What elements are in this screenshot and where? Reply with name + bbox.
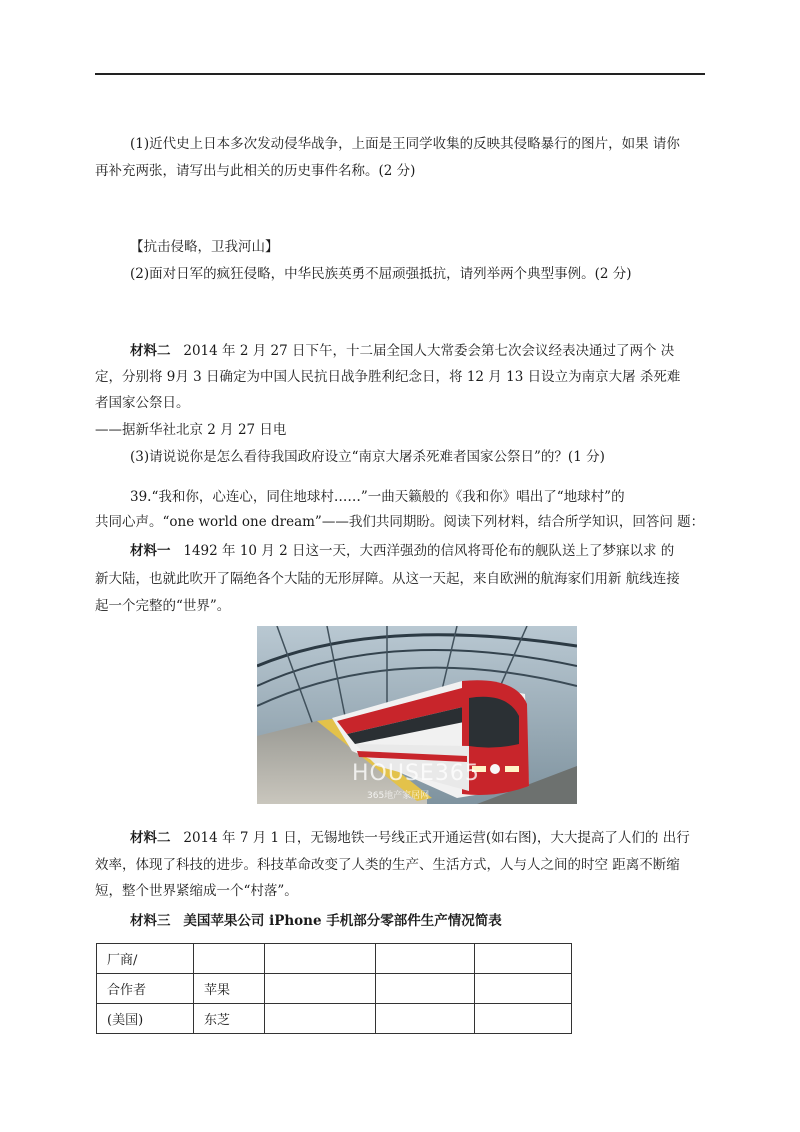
table-cell [376, 974, 475, 1004]
parts-table [96, 943, 572, 1034]
metro-train-photo [257, 626, 577, 804]
table-cell [475, 974, 572, 1004]
material-label: 材料二 [130, 343, 171, 359]
table-cell: 苹果 [194, 974, 265, 1004]
material1-line1 [130, 542, 674, 560]
material3-title [130, 912, 502, 930]
table-row [97, 944, 572, 974]
table-cell [265, 944, 376, 974]
material-text: 2014 年 7 月 1 日，无锡地铁一号线正式开通运营(如右图)，大大提高了人们的 出行 [183, 830, 690, 846]
table-title: 美国苹果公司 iPhone 手机部分零部件生产情况简表 [183, 913, 502, 929]
material1-line3: 起一个完整的“世界”。 [95, 598, 231, 614]
q3-text: (3)请说说你是怎么看待我国政府设立“南京大屠杀死难者国家公祭日”的？(1 分) [130, 449, 605, 465]
watermark-logo: HOUSE365 [352, 761, 480, 786]
table-cell: 厂商/ [97, 944, 194, 974]
q1-line1: (1)近代史上日本多次发动侵华战争，上面是王同学收集的反映其侵略暴行的图片，如果 请你 [130, 136, 680, 152]
material2a-line3: 者国家公祭日。 [95, 395, 190, 411]
material2a-line1 [130, 342, 674, 360]
material-label: 材料一 [130, 543, 171, 559]
table-cell [475, 944, 572, 974]
material2b-line1 [130, 829, 690, 847]
table-cell [376, 944, 475, 974]
table-cell [194, 944, 265, 974]
material2a-source: ——据新华社北京 2 月 27 日电 [95, 422, 287, 438]
table-cell [265, 1004, 376, 1034]
q1-line2: 再补充两张，请写出与此相关的历史事件名称。(2 分) [95, 163, 416, 179]
watermark-subtitle: 365地产家居网 [367, 791, 430, 801]
material-text: 2014 年 2 月 27 日下午，十二届全国人大常委会第七次会议经表决通过了两个 决 [183, 343, 675, 359]
material1-line2: 新大陆，也就此吹开了隔绝各个大陆的无形屏障。从这一天起，来自欧洲的航海家们用新 航线连接 [95, 571, 680, 587]
material2a-line2: 定，分别将 9月 3 日确定为中国人民抗日战争胜利纪念日，将 12 月 13 日设立为南京大屠 杀死难 [95, 369, 681, 385]
material-label: 材料三 [130, 913, 171, 929]
material2b-line2: 效率，体现了科技的进步。科技革命改变了人类的生产、生活方式，人与人之间的时空 距离不断缩 [95, 857, 680, 873]
material-label: 材料二 [130, 830, 171, 846]
table-cell: 合作者 [97, 974, 194, 1004]
q39-line1: 39.“我和你，心连心，同住地球村……”一曲天籁般的《我和你》唱出了“地球村”的 [130, 489, 625, 505]
table-cell [376, 1004, 475, 1034]
q39-line2: 共同心声。“one world one dream”——我们共同期盼。阅读下列材料，结合所学知识，回答问 题： [95, 514, 705, 530]
table-row [97, 974, 572, 1004]
table-cell [475, 1004, 572, 1034]
header-rule [95, 73, 705, 75]
table-row [97, 1004, 572, 1034]
section-heading: 【抗击侵略，卫我河山】 [130, 239, 279, 255]
table-cell: (美国) [97, 1004, 194, 1034]
table-cell: 东芝 [194, 1004, 265, 1034]
material2b-line3: 短，整个世界紧缩成一个“村落”。 [95, 883, 298, 899]
material-text: 1492 年 10 月 2 日这一天，大西洋强劲的信风将哥伦布的舰队送上了梦寐以求 的 [183, 543, 675, 559]
q2-text: (2)面对日军的疯狂侵略，中华民族英勇不屈顽强抵抗，请列举两个典型事例。(2 分) [130, 266, 632, 282]
table-cell [265, 974, 376, 1004]
